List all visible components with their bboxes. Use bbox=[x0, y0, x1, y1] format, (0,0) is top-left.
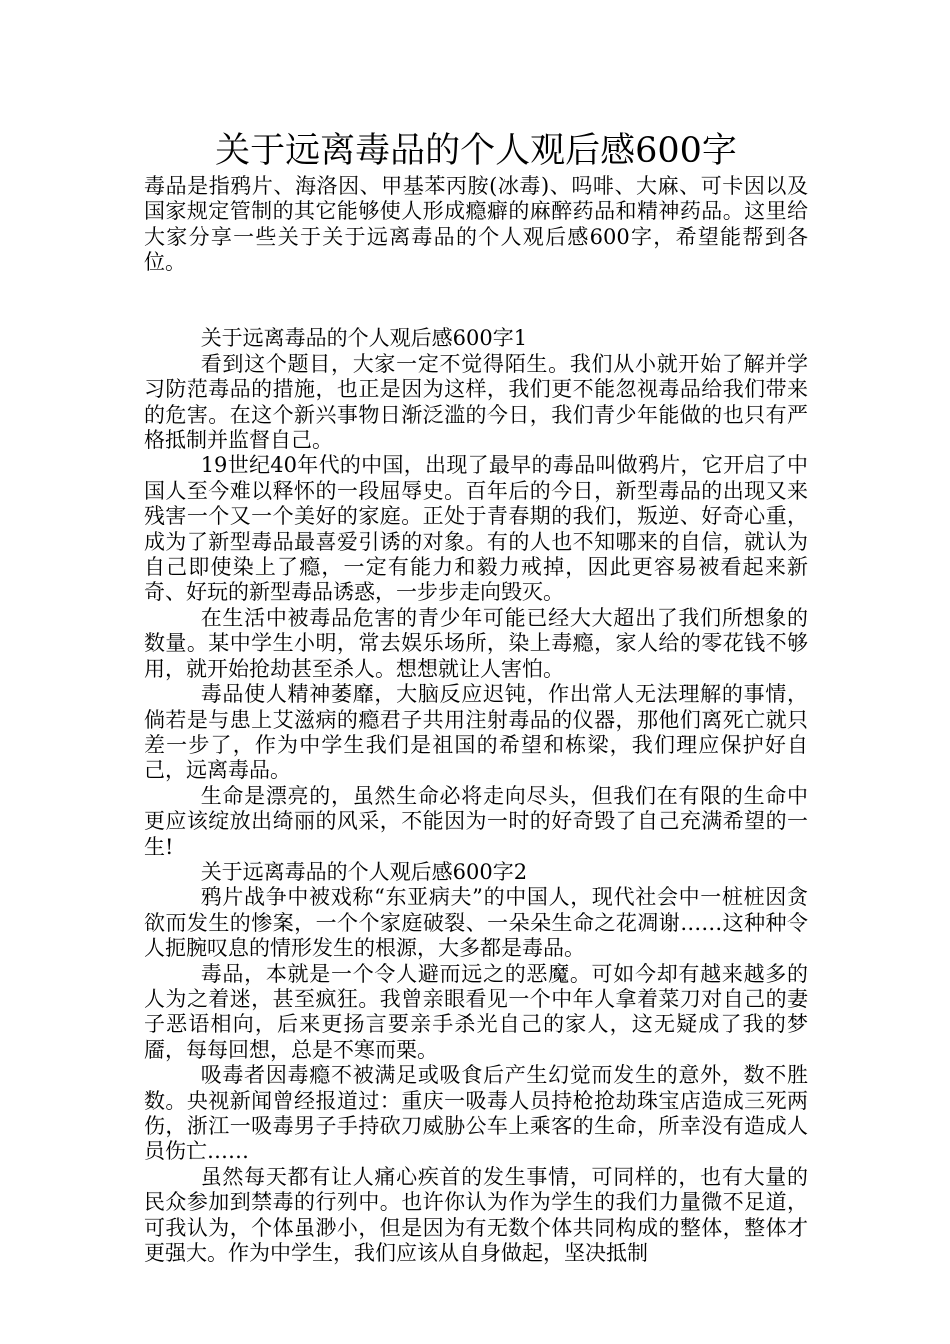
document-page bbox=[144, 128, 808, 1266]
document-body bbox=[144, 174, 808, 1266]
body-paragraph: 在生活中被毒品危害的青少年可能已经大大超出了我们所想象的数量。某中学生小明，常去娱乐场所，染上毒瘾，家人给的零花钱不够用，就开始抢劫甚至杀人。想想就让人害怕。 bbox=[144, 605, 808, 681]
body-paragraph: 毒品，本就是一个令人避而远之的恶魔。可如今却有越来越多的人为之着迷，甚至疯狂。我曾亲眼看见一个中年人拿着菜刀对自己的妻子恶语相向，后来更扬言要亲手杀光自己的家人，这无疑成了我的梦靥，每每回想，总是不寒而栗。 bbox=[144, 961, 808, 1062]
body-paragraph: 生命是漂亮的，虽然生命必将走向尽头，但我们在有限的生命中更应该绽放出绮丽的风采，不能因为一时的好奇毁了自己充满希望的一生! bbox=[144, 783, 808, 859]
section-heading: 关于远离毒品的个人观后感600字2 bbox=[200, 859, 528, 884]
body-paragraph: 毒品使人精神萎靡，大脑反应迟钝，作出常人无法理解的事情，倘若是与患上艾滋病的瘾君子共用注射毒品的仪器，那他们离死亡就只差一步了，作为中学生我们是祖国的希望和栋梁，我们理应保护好自己，远离毒品。 bbox=[144, 682, 808, 783]
body-paragraph: 鸦片战争中被戏称“东亚病夫”的中国人，现代社会中一桩桩因贪欲而发生的惨案，一个个家庭破裂、一朵朵生命之花凋谢……这种种令人扼腕叹息的情形发生的根源，大多都是毒品。 bbox=[144, 885, 808, 961]
body-paragraph: 19世纪40年代的中国，出现了最早的毒品叫做鸦片，它开启了中国人至今难以释怀的一段屈辱史。百年后的今日，新型毒品的出现又来残害一个又一个美好的家庭。正处于青春期的我们，叛逆、好奇心重，成为了新型毒品最喜爱引诱的对象。有的人也不知哪来的自信，就认为自己即使染上了瘾，一定有能力和毅力戒掉，因此更容易被看起来新奇、好玩的新型毒品诱惑，一步步走向毁灭。 bbox=[144, 453, 808, 605]
blank-line bbox=[144, 301, 808, 326]
body-paragraph: 看到这个题目，大家一定不觉得陌生。我们从小就开始了解并学习防范毒品的措施，也正是因为这样，我们更不能忽视毒品给我们带来的危害。在这个新兴事物日渐泛滥的今日，我们青少年能做的也只有严格抵制并监督自己。 bbox=[144, 351, 808, 453]
section-heading: 关于远离毒品的个人观后感600字1 bbox=[200, 326, 528, 351]
intro-paragraph: 毒品是指鸦片、海洛因、甲基苯丙胺(冰毒)、吗啡、大麻、可卡因以及国家规定管制的其它能够使人形成瘾癖的麻醉药品和精神药品。这里给大家分享一些关于关于远离毒品的个人观后感600字，希望能帮到各位。 bbox=[144, 174, 808, 275]
document-title: 关于远离毒品的个人观后感600字 bbox=[215, 131, 737, 171]
blank-line bbox=[144, 276, 808, 301]
body-paragraph: 吸毒者因毒瘾不被满足或吸食后产生幻觉而发生的意外，数不胜数。央视新闻曾经报道过：重庆一吸毒人员持枪抢劫珠宝店造成三死两伤，浙江一吸毒男子手持砍刀威胁公车上乘客的生命，所幸没有造成人员伤亡…… bbox=[144, 1063, 808, 1164]
body-paragraph: 虽然每天都有让人痛心疾首的发生事情，可同样的，也有大量的民众参加到禁毒的行列中。也许你认为作为学生的我们力量微不足道，可我认为，个体虽渺小，但是因为有无数个体共同构成的整体，整体才更强大。作为中学生，我们应该从自身做起，坚决抵制 bbox=[144, 1164, 808, 1266]
